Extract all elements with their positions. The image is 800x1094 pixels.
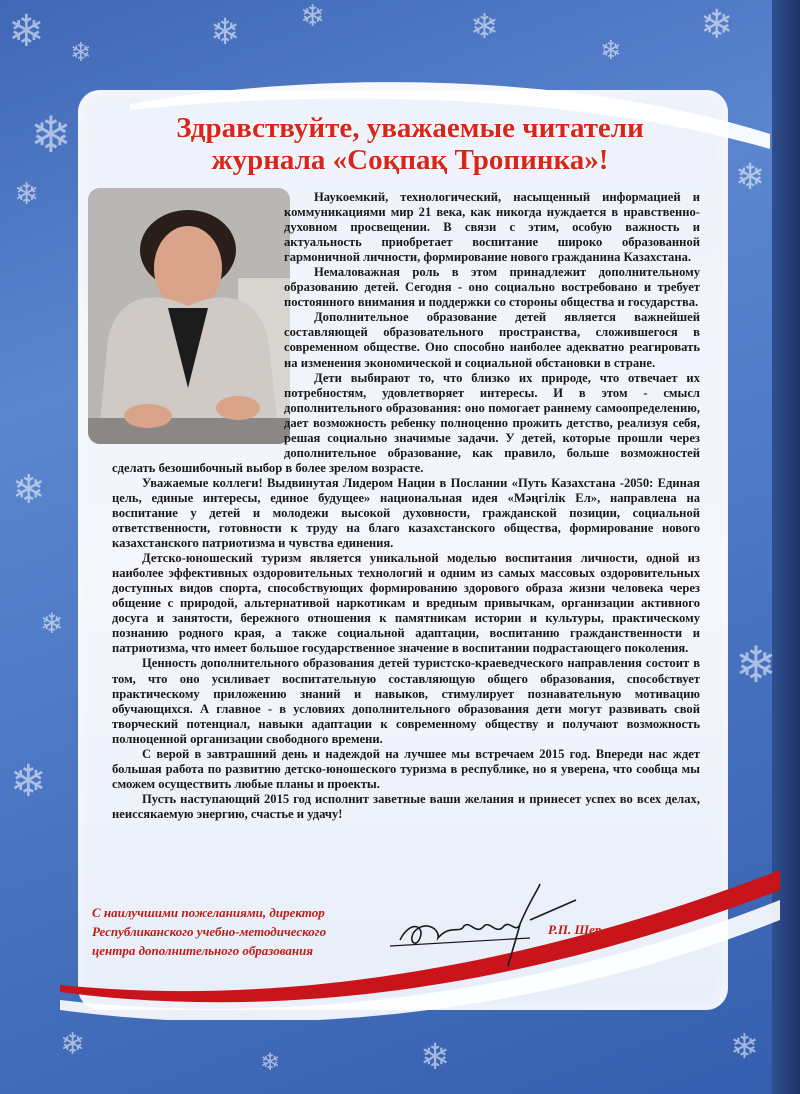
- snowflake-icon: ❄: [30, 106, 72, 164]
- snowflake-icon: ❄: [8, 6, 45, 57]
- closing-line: С наилучшими пожеланиями, директор: [92, 905, 325, 920]
- letter-body: [112, 190, 700, 822]
- snowflake-icon: ❄: [10, 756, 47, 807]
- snowflake-icon: ❄: [420, 1037, 451, 1078]
- snowflake-icon: ❄: [470, 7, 499, 47]
- paragraph: Пусть наступающий 2015 год исполнит заветные ваши желания и принесет успех во всех делах, неиссякаемую энергию, счастье и удачу!: [112, 791, 700, 821]
- title-line-2: журнала «Соқпақ Тропинка»!: [211, 144, 609, 176]
- photo-spacer: [88, 190, 284, 460]
- author-name: Р.П. Шер: [548, 922, 602, 937]
- snowflake-icon: ❄: [14, 177, 40, 212]
- paragraph: С верой в завтрашний день и надеждой на лучшее мы встречаем 2015 год. Впереди нас ждет большая работа по развитию детско-юношеского туризма в республике, но я уверена, что сообща мы сможем осуществить любые планы и проекты.: [112, 746, 700, 791]
- snowflake-icon: ❄: [735, 636, 777, 694]
- paragraph: Ценность дополнительного образования детей туристско-краеведческого направления состоит в том, что оно усиливает воспитательную составляющую общего образования, способствует практическому приложению знаний и навыков, стимулирует познавательную мотивацию обучающихся. А главное - в условиях дополнительного образования дети могут развивать свой творческий потенциал, навыки адаптации к современному обществу и получают возможность полноценной организации свободного времени.: [112, 656, 700, 746]
- closing-block: [92, 903, 412, 960]
- closing-line: центра дополнительного образования: [92, 943, 314, 958]
- snowflake-icon: ❄: [700, 2, 734, 48]
- paragraph: Дополнительное образование детей является важнейшей составляющей образовательного пространства, сложившегося в современном обществе. Оно способно наиболее адекватно реагировать на изменения экономической и социальной обстановки в стране.: [284, 310, 700, 370]
- page-title: [95, 112, 725, 176]
- snowflake-icon: ❄: [12, 467, 46, 513]
- title-line-1: Здравствуйте, уважаемые читатели: [176, 112, 644, 144]
- snowflake-icon: ❄: [300, 0, 326, 34]
- paragraph: Наукоемкий, технологический, насыщенный информацией и коммуникациями мир 21 века, как никогда нуждается в нравственно-духовном просвещении. В связи с этим, особую важность и актуальность приобретает воспитание широко образованной гармоничной личности, формирование нового гражданина Казахстана.: [284, 190, 700, 265]
- paragraph: Детско-юношеский туризм является уникальной моделью воспитания личности, одной из наиболее эффективных оздоровительных технологий и одним из самых массовых оздоровительных доступных видов спорта, способствующих формированию здорового образа жизни человека через общение с природой, альтернативой наркотикам и вредным привычкам, организации активного досуга и занятости, бережного отношения к памятникам истории и культуры, практическому познанию родного края, а также социальной адаптации, воспитанию гражданственности и патриотизма, что имеет большое государственное значение в воспитании подрастающего поколения.: [112, 551, 700, 656]
- snowflake-icon: ❄: [260, 1048, 281, 1076]
- snowflake-icon: ❄: [70, 38, 92, 68]
- snowflake-icon: ❄: [600, 36, 622, 66]
- snowflake-icon: ❄: [735, 157, 766, 198]
- paragraph: Дети выбирают то, что близко их природе, что отвечает их потребностям, удовлетворяет интересы. И в этом - смысл дополнительного образования: оно помогает раннему самоопределению, дает возможность ребенку полноценно прожить детство, реализуя себя, решая социально значимые задачи. У детей, которые прошли через дополнительное образование, как правило, больше возможностей сделать безошибочный выбор в более зрелом возрасте.: [112, 370, 700, 475]
- snowflake-icon: ❄: [40, 607, 64, 640]
- closing-line: Республиканского учебно-методического: [92, 924, 327, 939]
- snowflake-icon: ❄: [730, 1027, 759, 1067]
- paragraph: Уважаемые коллеги! Выдвинутая Лидером Нации в Послании «Путь Казахстана -2050: Единая цель, единые интересы, единое будущее» национальная идея «Мәңгілік Ел», направлена на воспитание у детей и молодежи высокой духовности, гражданской позиции, социальной ответственности, готовности к труду на благо казахстанского общества, формирование нового казахстанского патриотизма и чувства единения.: [112, 475, 700, 551]
- paragraph: Немаловажная роль в этом принадлежит дополнительному образованию детей. Сегодня - оно социально востребовано и требует постоянного внимания и поддержки со стороны общества и государства.: [284, 265, 700, 310]
- snowflake-icon: ❄: [60, 1027, 86, 1062]
- snowflake-icon: ❄: [210, 12, 241, 53]
